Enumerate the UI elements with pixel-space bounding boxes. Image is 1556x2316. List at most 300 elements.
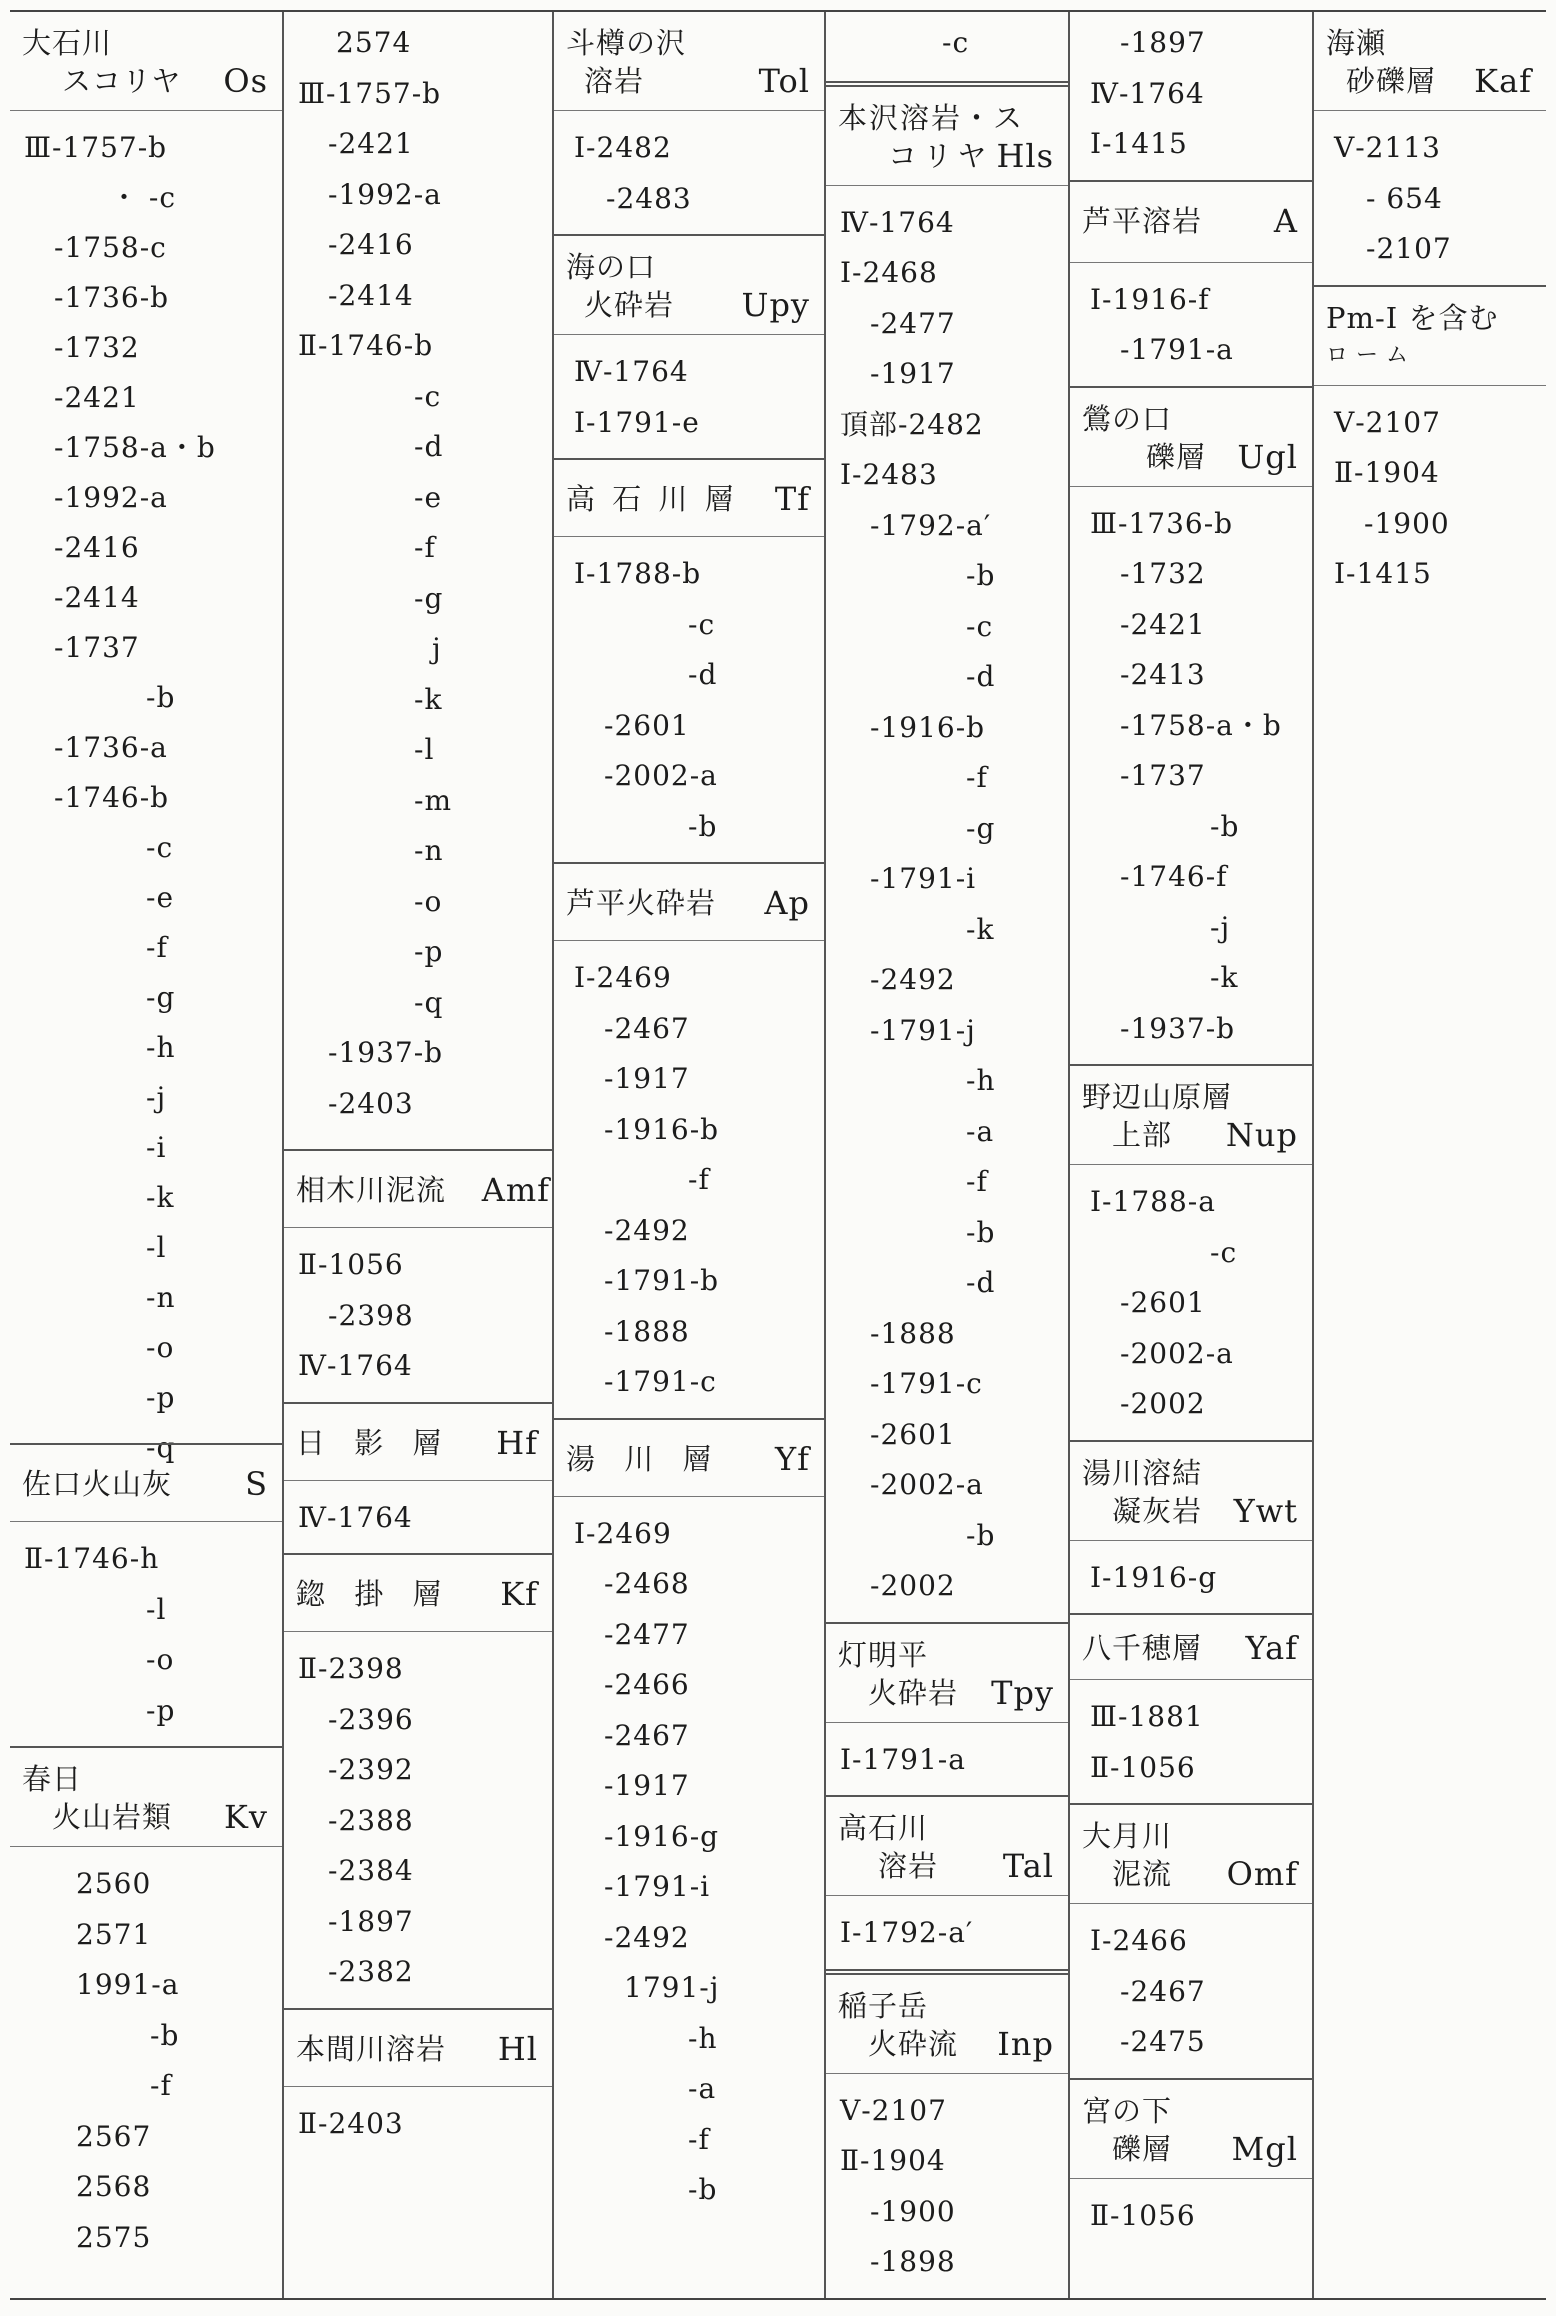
section-name: 大石川 <box>22 26 113 60</box>
entry: Ⅱ-1056 <box>1090 1750 1196 1784</box>
entry-list <box>554 111 824 234</box>
entry: -2468 <box>604 1567 690 1600</box>
entry: -1758-c <box>54 231 167 264</box>
column-2 <box>282 12 552 2298</box>
section-code: Kaf <box>1474 62 1532 100</box>
entry: -1897 <box>328 1904 414 1938</box>
entry: -b <box>688 809 718 843</box>
section-name: 野辺山原層 <box>1082 1080 1233 1114</box>
section-header <box>554 1420 824 1497</box>
entry: Ⅱ-1904 <box>1334 456 1440 489</box>
section-name: 灯明平 <box>838 1637 929 1672</box>
entry: -2384 <box>328 1854 414 1887</box>
section-code: Mgl <box>1231 2129 1298 2168</box>
section-code: Nup <box>1225 1116 1298 1154</box>
section-code: Tf <box>774 480 810 518</box>
entry: Ⅳ-1764 <box>298 1349 413 1382</box>
entry: -1791-b <box>604 1264 720 1297</box>
section <box>554 458 824 862</box>
entry: -b <box>150 2018 180 2052</box>
entry: -2466 <box>604 1668 690 1701</box>
entry: -1917 <box>604 1769 690 1802</box>
entry: -f <box>966 761 988 794</box>
entry: -2601 <box>870 1417 956 1451</box>
entry: -2492 <box>604 1920 690 1954</box>
entry: -1746-f <box>1120 860 1228 893</box>
entry-list <box>10 111 282 1464</box>
entry: -1791-a <box>1120 333 1234 366</box>
entry: -l <box>414 733 435 766</box>
entry: -k <box>414 682 443 716</box>
entry: -e <box>146 881 175 914</box>
section-name: 湯 川 層 <box>566 1441 722 1476</box>
entry: -2403 <box>328 1086 414 1120</box>
section-name: 鶯の口 <box>1082 401 1173 436</box>
entry: -1992-a <box>54 481 168 514</box>
section-subname: 礫層 <box>1146 439 1207 474</box>
entry: -2421 <box>328 127 414 160</box>
entry-list <box>1070 263 1312 386</box>
entry: -j <box>1210 910 1231 944</box>
entry: -2416 <box>328 228 414 261</box>
entry-list <box>826 12 1068 81</box>
section-name: 宮の下 <box>1082 2093 1173 2128</box>
entry: -p <box>414 935 444 968</box>
entry: -j <box>146 1081 167 1114</box>
entry: Ⅴ-2113 <box>1334 131 1441 164</box>
section-subname: 溶岩 <box>584 64 645 98</box>
entry: -q <box>414 985 444 1019</box>
section <box>826 1622 1068 1796</box>
entry: 2571 <box>76 1917 152 1951</box>
section <box>1070 1803 1312 2078</box>
entry: -2492 <box>604 1213 690 1247</box>
entry: 2568 <box>76 2170 152 2203</box>
entry: -i <box>146 1131 167 1164</box>
section-header <box>554 864 824 941</box>
entry: -d <box>966 660 996 693</box>
section <box>1070 386 1312 1065</box>
section-header <box>826 1624 1068 1723</box>
entry: 2574 <box>336 26 412 59</box>
section <box>554 234 824 458</box>
entry: 2567 <box>76 2119 152 2153</box>
entry: -1732 <box>54 331 140 364</box>
section-subname: 火砕流 <box>868 2026 959 2061</box>
entry-list <box>10 1522 282 1746</box>
entry: -2002-a <box>1120 1336 1234 1370</box>
entry: 頂部-2482 <box>840 407 984 441</box>
section <box>1070 1064 1312 1440</box>
section-header <box>10 12 282 111</box>
section-code: Hl <box>497 2029 538 2068</box>
entry: -1898 <box>870 2245 956 2278</box>
entry: Ⅰ-1788-b <box>574 557 702 590</box>
section-subname: 泥流 <box>1112 1857 1173 1891</box>
entry: -2388 <box>328 1803 414 1837</box>
entry: -c <box>414 379 442 413</box>
section-name: 湯川溶結 <box>1082 1455 1203 1490</box>
entry: -o <box>146 1331 175 1364</box>
entry: -2421 <box>54 381 140 414</box>
entry: j <box>432 632 442 665</box>
section <box>284 1402 552 1554</box>
column-3 <box>552 12 824 2298</box>
column-6 <box>1312 12 1546 2298</box>
entry: -1992-a <box>328 177 442 211</box>
section-code: Kv <box>224 1798 268 1836</box>
section-name: 斗樽の沢 <box>566 26 687 60</box>
entry: -d <box>966 1266 996 1299</box>
entry-list <box>284 1228 552 1402</box>
entry: 2560 <box>76 1867 152 1900</box>
section-subname: 火砕岩 <box>584 288 675 322</box>
section-subname: スコリヤ <box>62 64 182 98</box>
section-subname: ローム <box>1326 342 1417 368</box>
entry: -k <box>966 912 995 946</box>
entry: -1791-i <box>870 862 977 895</box>
entry-list <box>284 2087 552 2160</box>
entry: -b <box>146 681 176 714</box>
section-subname: 火山岩類 <box>52 1800 173 1834</box>
section-name: 本沢溶岩・ス <box>838 100 1025 135</box>
entry: 2575 <box>76 2220 152 2254</box>
entry: -2601 <box>1120 1286 1206 1319</box>
section-header <box>554 236 824 335</box>
entry: -a <box>966 1114 995 1148</box>
section-code: Yf <box>775 1439 810 1478</box>
column-1 <box>10 12 282 2298</box>
section-code: Amf <box>481 1171 550 1209</box>
entry: Ⅰ-1415 <box>1334 557 1432 590</box>
entry: -l <box>146 1231 167 1264</box>
entry: -1888 <box>604 1314 690 1348</box>
entry: -2002 <box>1120 1387 1206 1420</box>
section-code: S <box>245 1465 268 1503</box>
section-subname: 砂礫層 <box>1346 64 1437 98</box>
section <box>10 1746 282 2273</box>
entry: -1917 <box>604 1062 690 1095</box>
entry: -n <box>146 1281 176 1314</box>
entry: -2107 <box>1366 232 1452 265</box>
entry: -2396 <box>328 1702 414 1736</box>
entry: -1888 <box>870 1316 956 1350</box>
section <box>554 862 824 1418</box>
entry: Ⅰ-2469 <box>574 1516 672 1550</box>
section-header <box>10 1445 282 1522</box>
entry-list <box>826 1896 1068 1969</box>
section-name: 八千穂層 <box>1082 1631 1203 1665</box>
section-header <box>1070 1615 1312 1680</box>
entry: -o <box>146 1643 175 1676</box>
entry: -2414 <box>328 278 414 312</box>
entry-list <box>10 1847 282 2273</box>
section-header <box>284 1404 552 1481</box>
entry: Ⅱ-1056 <box>298 1248 404 1281</box>
section <box>284 1553 552 2008</box>
section-code: Upy <box>741 286 810 324</box>
entry: Ⅲ-1757-b <box>298 76 442 110</box>
section-name: 鍃 掛 層 <box>296 1577 452 1611</box>
entry-list <box>284 1481 552 1554</box>
section-header <box>10 1748 282 1847</box>
section-name: 高 石 川 層 <box>566 482 738 516</box>
section-code: Inp <box>997 2024 1054 2063</box>
entry: Ⅰ-1788-a <box>1090 1185 1216 1218</box>
section-header <box>554 12 824 111</box>
entry: -h <box>688 2021 718 2055</box>
section <box>826 1795 1068 1969</box>
entry: Ⅲ-1881 <box>1090 1700 1204 1733</box>
section <box>1070 180 1312 386</box>
entry: -1758-a・b <box>54 431 216 464</box>
section-header <box>1070 1805 1312 1904</box>
section-name: Pm-I を含む <box>1326 300 1499 335</box>
section-name: 相木川泥流 <box>296 1173 447 1207</box>
entry: -1791-i <box>604 1870 711 1903</box>
entry: -f <box>150 2069 172 2102</box>
entry: Ⅰ-2482 <box>574 131 672 164</box>
entry: -d <box>414 430 444 463</box>
section-subname: コリヤ <box>888 138 993 173</box>
entry: -a <box>688 2072 717 2105</box>
entry: Ⅴ-2107 <box>840 2093 947 2127</box>
entry: -1737 <box>1120 759 1206 792</box>
entry: -2492 <box>870 963 956 996</box>
entry-list <box>1070 2179 1312 2252</box>
entry: -2382 <box>328 1955 414 1988</box>
entry: -1736-b <box>54 281 170 314</box>
entry: Ⅱ-1746-b <box>298 329 434 362</box>
entry-list <box>826 1723 1068 1796</box>
section-name: 芦平溶岩 <box>1082 203 1203 238</box>
section-name: 日 影 層 <box>296 1425 452 1460</box>
entry: -2475 <box>1120 2025 1206 2058</box>
entry: -2421 <box>1120 607 1206 641</box>
entry-list <box>1070 1904 1312 2078</box>
entry: Ⅱ-2403 <box>298 2106 404 2140</box>
entry-list <box>1070 1165 1312 1440</box>
section <box>284 1149 552 1402</box>
entry: Ⅱ-1746-h <box>24 1542 160 1575</box>
section-header <box>284 1555 552 1632</box>
entry: Ⅰ-1415 <box>1090 127 1188 160</box>
entry: -1746-b <box>54 781 170 814</box>
entry: -f <box>966 1165 988 1198</box>
entry-list <box>1070 1541 1312 1614</box>
section-subname: 凝灰岩 <box>1112 1493 1203 1528</box>
entry: -2467 <box>604 1718 690 1752</box>
entry: Ⅱ-1904 <box>840 2144 946 2177</box>
entry: Ⅳ-1764 <box>574 355 689 388</box>
entry-list <box>1070 12 1312 180</box>
section <box>1070 12 1312 180</box>
entry: -b <box>966 1215 996 1249</box>
entry: -2392 <box>328 1753 414 1786</box>
entry: -c <box>146 831 174 864</box>
entry: Ⅰ-2466 <box>1090 1924 1188 1957</box>
section-code: Kf <box>500 1575 538 1613</box>
entry: -l <box>146 1592 167 1626</box>
entry: -b <box>1210 809 1240 843</box>
section-code: Ugl <box>1237 437 1298 476</box>
entry: -1736-a <box>54 731 168 764</box>
entry: Ⅳ-1764 <box>840 205 955 239</box>
entry: Ⅱ-1056 <box>1090 2198 1196 2232</box>
entry: -b <box>966 1518 996 1552</box>
entry: -1897 <box>1120 26 1206 59</box>
entry-list <box>554 1497 824 2226</box>
entry-list <box>826 186 1068 1622</box>
section-header <box>1314 287 1546 386</box>
entry: -1937-b <box>328 1036 444 1069</box>
entry: -2477 <box>870 306 956 340</box>
section-header <box>1314 12 1546 111</box>
section-header <box>1070 1442 1312 1541</box>
entry-list <box>1314 386 1546 610</box>
section <box>1070 2078 1312 2252</box>
entry-list <box>284 12 552 1139</box>
entry: -1732 <box>1120 557 1206 590</box>
entry: -g <box>146 981 176 1014</box>
entry: Ⅴ-2107 <box>1334 405 1441 439</box>
entry: -k <box>146 1181 175 1214</box>
column-5 <box>1068 12 1312 2298</box>
entry: -b <box>688 2173 718 2206</box>
section-name: 佐口火山灰 <box>22 1467 173 1501</box>
section <box>826 12 1068 81</box>
entry: -1900 <box>1364 506 1450 540</box>
entry: -1916-g <box>604 1819 720 1853</box>
section-code: Hf <box>496 1423 538 1462</box>
entry: -1791-j <box>870 1013 976 1047</box>
entry: -c <box>942 26 970 59</box>
entry-list <box>826 2074 1068 2298</box>
section-code: Tpy <box>991 1673 1054 1712</box>
entry: - 654 <box>1366 181 1443 215</box>
entry: -c <box>966 609 994 643</box>
section <box>10 12 282 1464</box>
entry: -2467 <box>604 1011 690 1045</box>
entry: -g <box>966 811 996 845</box>
entry: -2416 <box>54 531 140 564</box>
section-code: Ywt <box>1233 1491 1298 1530</box>
entry: -k <box>1210 961 1239 994</box>
entry: -1900 <box>870 2194 956 2228</box>
section <box>1070 1613 1312 1803</box>
entry: Ⅲ-1757-b <box>24 131 168 164</box>
section-name: 大月川 <box>1082 1819 1173 1853</box>
entry: -2002-a <box>870 1468 984 1501</box>
entry-list <box>1070 487 1312 1065</box>
entry: Ⅳ-1764 <box>1090 76 1205 110</box>
entry: -n <box>414 834 444 867</box>
entry: -1916-b <box>870 710 986 744</box>
entry: -2413 <box>1120 658 1206 691</box>
entry: Ⅰ-2483 <box>840 458 938 491</box>
entry: -p <box>146 1381 176 1414</box>
section <box>826 81 1068 1622</box>
entry: Ⅰ-1916-g <box>1090 1560 1218 1594</box>
entry: -f <box>688 2122 710 2156</box>
entry: -1792-a′ <box>870 508 992 542</box>
section-name: 稲子岳 <box>838 1988 929 2023</box>
entry: -1758-a・b <box>1120 708 1282 742</box>
section-subname: 火砕岩 <box>868 1675 959 1710</box>
entry: -m <box>414 783 453 817</box>
section-code: Os <box>223 62 268 100</box>
entry: Ⅰ-1792-a′ <box>840 1916 974 1949</box>
section-name: 本間川溶岩 <box>296 2031 447 2066</box>
section-header <box>826 1975 1068 2074</box>
sample-table <box>10 10 1546 2300</box>
entry: -1791-c <box>604 1365 717 1398</box>
section-subname: 上部 <box>1112 1118 1173 1152</box>
entry-list <box>554 941 824 1418</box>
column-4 <box>824 12 1068 2298</box>
section-header <box>1070 2080 1312 2179</box>
entry-list <box>1314 111 1546 285</box>
section-header <box>826 1797 1068 1896</box>
entry: -c <box>688 607 716 641</box>
entry: -2398 <box>328 1298 414 1332</box>
entry: -o <box>414 884 443 918</box>
entry: -e <box>414 480 443 514</box>
section-subname: 礫層 <box>1112 2131 1173 2166</box>
entry: -f <box>146 931 168 964</box>
entry: -1937-b <box>1120 1011 1236 1045</box>
entry: -f <box>688 1163 710 1196</box>
section <box>284 2008 552 2160</box>
section-header <box>284 1151 552 1228</box>
entry: -c <box>1210 1235 1238 1269</box>
entry: Ⅰ-1791-e <box>574 405 700 439</box>
entry: Ⅳ-1764 <box>298 1500 413 1534</box>
entry: ・ -c <box>110 181 177 214</box>
entry: -2477 <box>604 1617 690 1651</box>
section-header <box>826 87 1068 186</box>
section-name: 海の口 <box>566 250 657 284</box>
entry: Ⅲ-1736-b <box>1090 506 1234 540</box>
entry: Ⅰ-1916-f <box>1090 282 1210 316</box>
entry: Ⅰ-2468 <box>840 256 938 289</box>
entry: -q <box>146 1431 176 1464</box>
section <box>1070 1440 1312 1614</box>
entry: Ⅰ-1791-a <box>840 1742 966 1776</box>
section-header <box>1070 1066 1312 1165</box>
section-name: 高石川 <box>838 1811 929 1845</box>
entry-list <box>554 335 824 458</box>
section-code: Tol <box>758 62 810 100</box>
entry: -1737 <box>54 631 140 664</box>
section-code: Ap <box>764 884 810 922</box>
entry: -h <box>146 1031 176 1064</box>
entry-list <box>284 1632 552 2008</box>
entry: -2467 <box>1120 1974 1206 2008</box>
entry: -d <box>688 658 718 691</box>
entry: 1791-j <box>624 1971 720 2004</box>
entry: -g <box>414 581 444 615</box>
section-code: Omf <box>1226 1855 1298 1893</box>
entry: Ⅱ-2398 <box>298 1652 404 1685</box>
entry: Ⅰ-2469 <box>574 961 672 994</box>
section-code: Hls <box>996 136 1054 175</box>
section-header <box>1070 388 1312 487</box>
entry: -1916-b <box>604 1112 720 1146</box>
entry: 1991-a <box>76 1968 180 2001</box>
section-code: Yaf <box>1245 1629 1298 1667</box>
section <box>554 1418 824 2226</box>
